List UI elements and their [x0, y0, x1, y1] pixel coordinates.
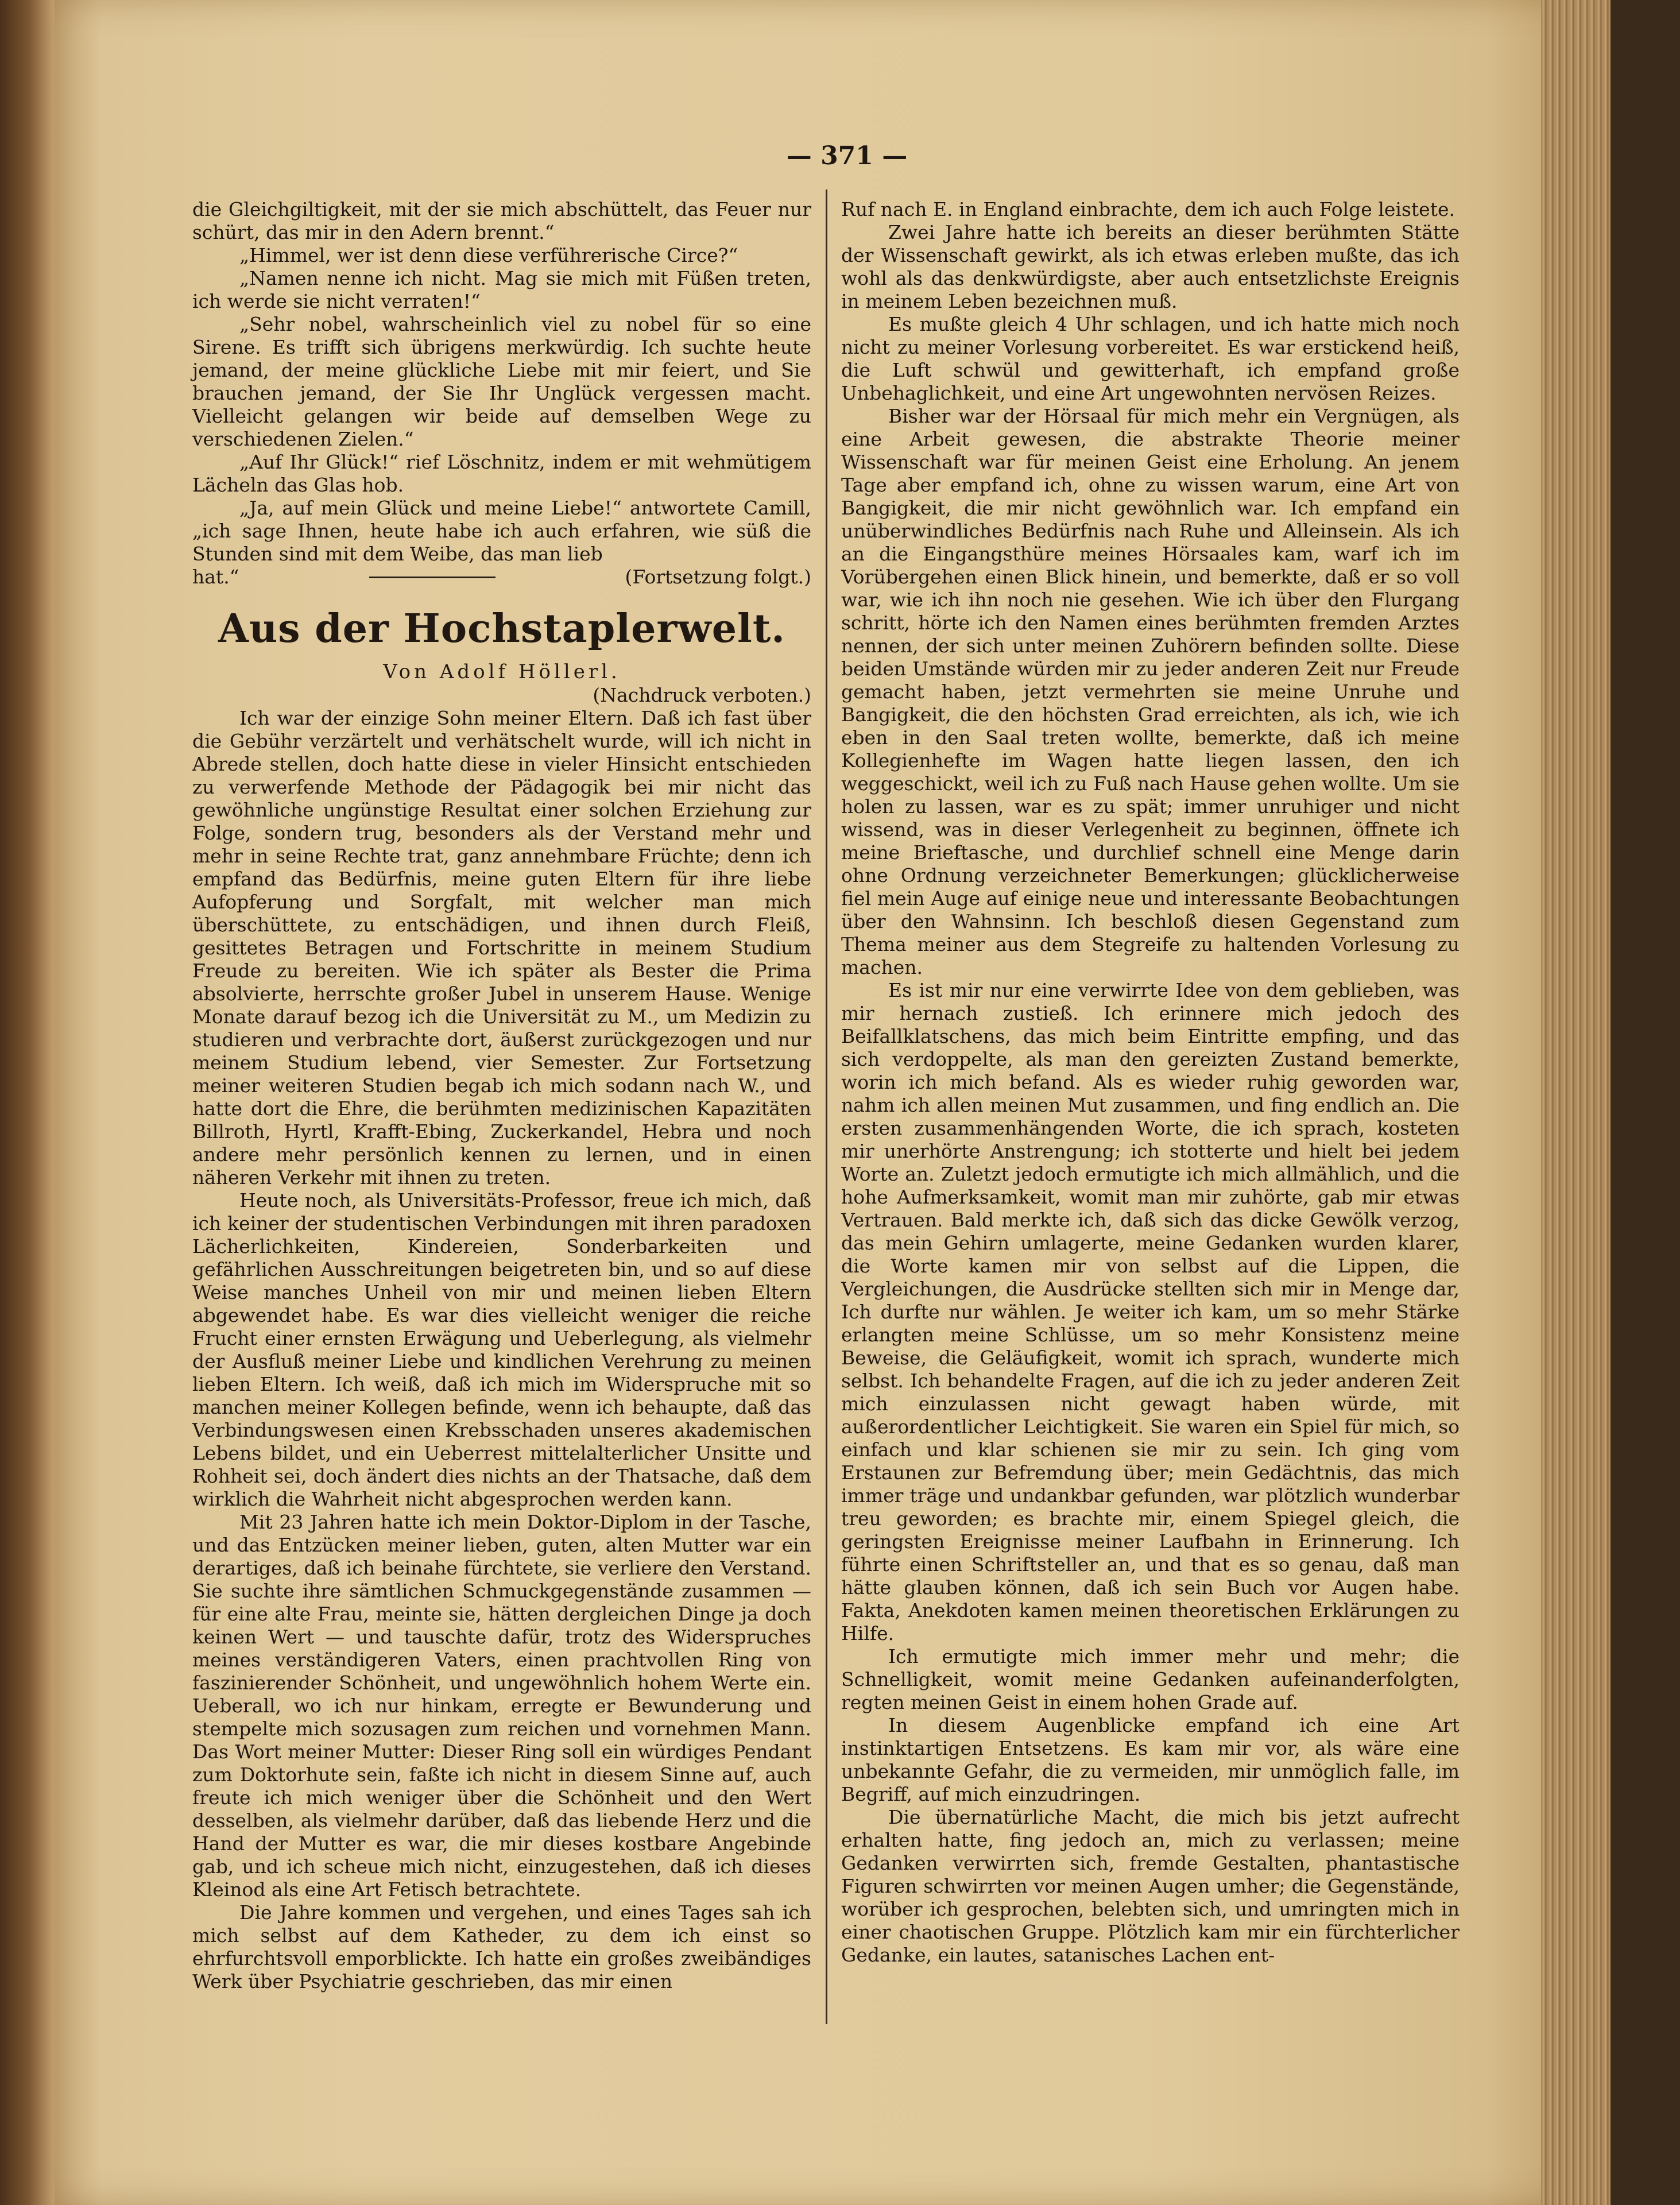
article-paragraph: Ruf nach E. in England einbrachte, dem ich auch Folge leistete. [841, 198, 1455, 220]
article-paragraph: Heute noch, als Universitäts-Professor, freue ich mich, daß ich keiner der studentischen Verbindungen mit ihren paradoxen Lächerlichkeiten, Kindereien, Sonderbarkeiten und gefährlichen Ausschreitungen beigetreten bin, und so auf diese Weise manches Unheil von mir und meinen lieben Eltern abgewendet habe. Es war dies vielleicht weniger die reiche Frucht einer ernsten Erwägung und Ueberlegung, als vielmehr der Ausfluß meiner Liebe und kindlichen Verehrung zu meinen lieben Eltern. Ich weiß, daß ich mich im Widerspruche mit so manchen meiner Kollegen befinde, wenn ich behaupte, daß das Verbindungswesen einen Krebsschaden unseres akademischen Lebens bildet, und ein Ueberrest mittelalterlicher Unsitte und Rohheit sei, doch ändert dies nichts an der Thatsache, daß dem wirklich die Wahrheit nicht abgesprochen werden kann. [192, 1189, 811, 1510]
article-paragraph: Es ist mir nur eine verwirrte Idee von dem geblieben, was mir hernach zustieß. Ich erinnere mich jedoch des Beifallklatschens, das mich beim Eintritte empfing, und das sich verdoppelte, als man den gereizten Zustand bemerkte, worin ich mich befand. Als es wieder ruhig geworden war, nahm ich allen meinen Mut zusammen, und fing endlich an. Die ersten zusammenhängenden Worte, die ich sprach, kosteten mir unerhörte Anstrengung; ich stotterte und hielt bei jedem Worte an. Zuletzt jedoch ermutigte ich mich allmählich, und die hohe Aufmerksamkeit, womit man mir zuhörte, gab mir etwas Vertrauen. Bald merkte ich, daß sich das dicke Gewölk verzog, das mein Gehirn umlagerte, meine Gedanken wurden klarer, die Worte kamen mir von selbst auf die Lippen, die Vergleichungen, die Ausdrücke stellten sich mir in Menge dar, Ich durfte nur wählen. Je weiter ich kam, um so mehr Stärke erlangten meine Schlüsse, um so mehr Konsistenz meine Beweise, die Geläufigkeit, womit ich sprach, wunderte mich selbst. Ich behandelte Fragen, auf die ich zu jeder anderen Zeit mich einzulassen nicht gewagt haben würde, mit außerordentlicher Leichtigkeit. Sie waren ein Spiel für mich, so einfach und klar schienen sie mir zu sein. Ich ging vom Erstaunen zur Befremdung über; mein Gedächtnis, das mich immer träge und undankbar gefunden, war plötzlich wunderbar treu geworden; es brachte mir, einem Spiegel gleich, die geringsten Ereignisse meiner Laufbahn in Erinnerung. Ich führte einen Schriftsteller an, und that es so genau, daß man hätte glauben können, daß ich sein Buch vor Augen habe. Fakta, Anekdoten kamen meinen theoretischen Erklärungen zu Hilfe. [841, 979, 1460, 1645]
story-paragraph: „Auf Ihr Glück!“ rief Löschnitz, indem er mit wehmütigem Lächeln das Glas hob. [192, 451, 811, 496]
story-paragraph: „Namen nenne ich nicht. Mag sie mich mit Füßen treten, ich werde sie nicht verraten!“ [192, 267, 811, 312]
left-column [192, 198, 811, 1993]
page-number: — 371 — [786, 141, 908, 171]
story-paragraph: die Gleichgiltigkeit, mit der sie mich abschüttelt, das Feuer nur schürt, das mir in den Adern brennt.“ [192, 198, 811, 243]
continuation-note: (Fortsetzung folgt.) [625, 566, 811, 588]
article-byline: Von Adolf Höllerl. [383, 660, 621, 683]
story-paragraph: „Sehr nobel, wahrscheinlich viel zu nobel für so eine Sirene. Es trifft sich übrigens merkwürdig. Ich suchte heute jemand, der meine glückliche Liebe mit mir feiert, und Sie brauchen jemand, der Sie Ihr Unglück vergessen macht. Vielleicht gelangen wir beide auf demselben Wege zu verschiedenen Zielen.“ [192, 313, 811, 450]
article-paragraph: Die Jahre kommen und vergehen, und eines Tages sah ich mich selbst auf dem Katheder, zu dem ich einst so ehrfurchtsvoll emporblickte. Ich hatte ein großes zweibändiges Werk über Psychiatrie geschrieben, das mir einen [192, 1901, 811, 1993]
story-paragraph: „Ja, auf mein Glück und meine Liebe!“ antwortete Camill, „ich sage Ihnen, heute habe ich auch erfahren, wie süß die Stunden sind mit dem Weibe, das man lieb [192, 497, 811, 565]
article-title: Aus der Hochstaplerwelt. [218, 606, 785, 652]
article-paragraph: Ich ermutigte mich immer mehr und mehr; die Schnelligkeit, womit meine Gedanken aufeinanderfolgten, regten meinen Geist in einem hohen Grade auf. [841, 1645, 1460, 1713]
article-paragraph: Ich war der einzige Sohn meiner Eltern. Daß ich fast über die Gebühr verzärtelt und verhätschelt wurde, will ich nicht in Abrede stellen, doch hatte diese in vieler Hinsicht entschieden zu verwerfende Methode der Pädagogik bei mir nicht das gewöhnliche ungünstige Resultat einer solchen Erziehung zur Folge, sondern trug, besonders als der Verstand mehr und mehr in seine Rechte trat, ganz annehmbare Früchte; denn ich empfand das Bedürfnis, meine guten Eltern für ihre liebe Aufopferung und Sorgfalt, mit welcher man mich überschüttete, zu entschädigen, und ihnen durch Fleiß, gesittetes Betragen und Fortschritte in meinem Studium Freude zu bereiten. Wie ich später als Bester die Prima absolvierte, herrschte großer Jubel in unserem Hause. Wenige Monate darauf bezog ich die Universität zu M., um Medizin zu studieren und verbrachte dort, äußerst zurückgezogen und nur meinem Studium lebend, vier Semester. Zur Fortsetzung meiner weiteren Studien begab ich mich sodann nach W., und hatte dort die Ehre, die berühmten medizinischen Kapazitäten Billroth, Hyrtl, Krafft-Ebing, Zuckerkandel, Hebra und noch andere mehr persönlich kennen zu lernen, und in einen näheren Verkehr mit ihnen zu treten. [192, 707, 811, 1189]
story-last-word: hat.“ [192, 566, 239, 588]
book-spine [0, 0, 63, 2205]
article-paragraph: Mit 23 Jahren hatte ich mein Doktor-Diplom in der Tasche, und das Entzücken meiner lieben, guten, alten Mutter war ein derartiges, daß ich beinahe fürchtete, sie verliere den Verstand. Sie suchte ihre sämtlichen Schmuckgegenstände zusammen — für eine alte Frau, meinte sie, hätten dergleichen Dinge ja doch keinen Wert — und tauschte dafür, trotz des Widerspruches meines verständigeren Vaters, einen prachtvollen Ring von faszinierender Schönheit, und ungewöhnlich hohem Werte ein. Ueberall, wo ich nur hinkam, erregte er Bewunderung und stempelte mich sozusagen zum reichen und vornehmen Mann. Das Wort meiner Mutter: Dieser Ring soll ein würdiges Pendant zum Doktorhute sein, faßte ich nicht in diesem Sinne auf, auch freute ich mich weniger über die Schönheit und den Wert desselben, als vielmehr darüber, daß das liebende Herz und die Hand der Mutter es war, die mir dieses kostbare Angebinde gab, und ich scheue mich nicht, einzugestehen, daß ich dieses Kleinod als eine Art Fetisch betrachtete. [192, 1511, 811, 1901]
story-end-line [192, 566, 811, 589]
page-edges [1541, 0, 1611, 2205]
right-column [841, 198, 1460, 1967]
article-paragraph: Bisher war der Hörsaal für mich mehr ein Vergnügen, als eine Arbeit gewesen, die abstrakte Theorie meiner Wissenschaft war für meinen Geist eine Erholung. An jenem Tage aber empfand ich, ohne zu wissen warum, eine Art von Bangigkeit, die mir nicht gewöhnlich war. Ich empfand ein unüberwindliches Bedürfnis nach Ruhe und Alleinsein. Als ich an die Eingangsthüre meines Hörsaales kam, warf ich im Vorübergehen einen Blick hinein, und bemerkte, daß er so voll war, wie ich ihn noch nie gesehen. Wie ich über den Flurgang schritt, hörte ich den Namen eines berühmten fremden Arztes nennen, der sich unter meinen Zuhörern befinden sollte. Diese beiden Umstände würden mir zu jeder anderen Zeit nur Freude gemacht haben, jetzt vermehrten sie meine Unruhe und Bangigkeit, die den höchsten Grad erreichten, als ich, wie ich eben in den Saal treten wollte, bemerkte, daß ich meine Kollegienhefte im Wagen hatte liegen lassen, den ich weggeschickt, weil ich zu Fuß nach Hause gehen wollte. Um sie holen zu lassen, war es zu spät; immer unruhiger und nicht wissend, was in dieser Verlegenheit zu beginnen, öffnete ich meine Brieftasche, und durchlief schnell eine Menge darin ohne Ordnung verzeichneter Bemerkungen; glücklicherweise fiel mein Auge auf einige neue und interessante Beobachtungen über den Wahnsinn. Ich beschloß diesen Gegenstand zum Thema meiner aus dem Stegreife zu haltenden Vorlesung zu machen. [841, 405, 1460, 978]
story-paragraph: „Himmel, wer ist denn diese verführerische Circe?“ [239, 244, 738, 266]
reprint-notice: (Nachdruck verboten.) [593, 684, 811, 706]
article-paragraph: Die übernatürliche Macht, die mich bis jetzt aufrecht erhalten hatte, fing jedoch an, mich zu verlassen; meine Gedanken verwirrten sich, fremde Gestalten, phantastische Figuren schwirrten vor meinen Augen umher; die Gegenstände, worüber ich gesprochen, belebten sich, und umringten mich in einer chaotischen Gruppe. Plötzlich kam mir ein fürchterlicher Gedanke, ein lautes, satanisches Lachen ent- [841, 1806, 1460, 1966]
separator-rule [369, 577, 496, 578]
article-paragraph: In diesem Augenblicke empfand ich eine Art instinktartigen Entsetzens. Es kam mir vor, als wäre eine unbekannte Gefahr, die zu vermeiden, mir unmöglich falle, im Begriff, auf mich einzudringen. [841, 1714, 1460, 1805]
article-paragraph: Es mußte gleich 4 Uhr schlagen, und ich hatte mich noch nicht zu meiner Vorlesung vorbereitet. Es war erstickend heiß, die Luft schwül und gewitterhaft, ich empfand große Unbehaglichkeit, und eine Art ungewohnten nervösen Reizes. [841, 313, 1460, 404]
column-divider [826, 189, 827, 2024]
article-paragraph: Zwei Jahre hatte ich bereits an dieser berühmten Stätte der Wissenschaft gewirkt, als ich etwas erleben mußte, das ich wohl als das denkwürdigste, aber auch entsetzlichste Ereignis in meinem Leben bezeichnen muß. [841, 221, 1460, 312]
